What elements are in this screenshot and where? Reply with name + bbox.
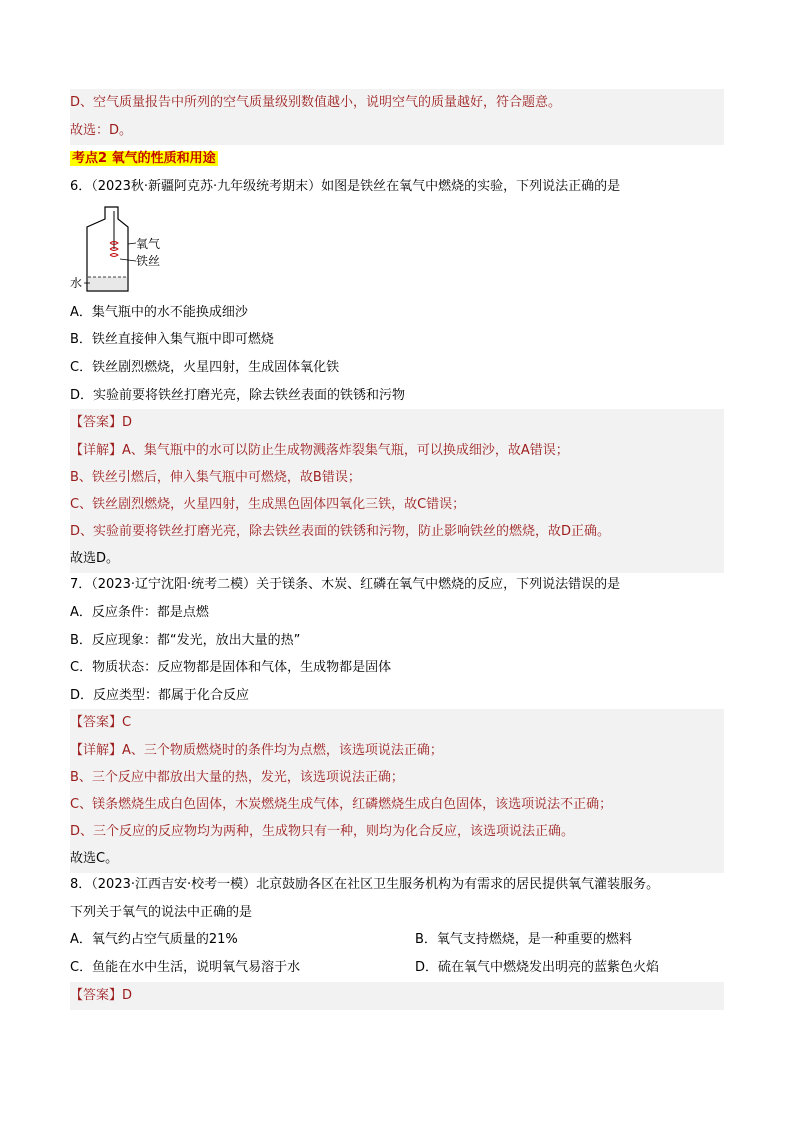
q8-option-d: D．硫在氧气中燃烧发出明亮的蓝紫色火焰	[415, 960, 660, 975]
q8-answer: 【答案】D	[70, 982, 724, 1010]
q6-answer: 【答案】D	[70, 409, 724, 437]
label-water: 水	[70, 276, 83, 290]
q6-detail-d: D、实验前要将铁丝打磨光亮，除去铁丝表面的铁锈和污物，防止影响铁丝的燃烧，故D正确。	[70, 518, 724, 546]
q7-conclusion: 故选C。	[70, 845, 724, 873]
q7-option-c: C．物质状态：反应物都是固体和气体，生成物都是固体	[70, 660, 392, 675]
q6-detail-c: C、铁丝剧烈燃烧，火星四射，生成黑色固体四氧化三铁，故C错误；	[70, 491, 724, 519]
iron-wire-experiment-figure	[70, 203, 180, 295]
oxygen-leader-line	[128, 243, 136, 244]
topic-heading: 考点2 氧气的性质和用途	[72, 151, 216, 166]
q7-detail-d: D、三个反应的反应物均为两种，生成物只有一种，则均为化合反应，该选项说法正确。	[70, 818, 724, 846]
q6-option-c: C．铁丝剧烈燃烧，火星四射，生成固体氧化铁	[70, 360, 340, 375]
q7-stem: 7．（2023·辽宁沈阳·统考二模）关于镁条、木炭、红磷在氧气中燃烧的反应，下列说法错误的是	[70, 577, 621, 592]
q6-conclusion: 故选D。	[70, 545, 724, 573]
q7-answer: 【答案】C	[70, 709, 724, 737]
q6-stem: 6．（2023秋·新疆阿克苏·九年级统考期末）如图是铁丝在氧气中燃烧的实验，下列说法正确的是	[70, 179, 621, 194]
q6-option-a: A．集气瓶中的水不能换成细沙	[70, 305, 248, 320]
q8-stem-line1: 8．（2023·江西吉安·校考一模）北京鼓励各区在社区卫生服务机构为有需求的居民提供氧气灌装服务。	[70, 877, 660, 892]
q6-detail-b: B、铁丝引燃后，伸入集气瓶中可燃烧，故B错误；	[70, 464, 724, 492]
q8-options-row1	[70, 926, 724, 954]
topic-heading-row	[70, 145, 724, 173]
label-iron-wire: 铁丝	[136, 254, 161, 268]
q7-option-d: D．反应类型：都属于化合反应	[70, 688, 250, 703]
q8-option-b: B．氧气支持燃烧，是一种重要的燃料	[415, 932, 632, 947]
q8-option-a: A．氧气约占空气质量的21%	[70, 932, 238, 947]
q7-option-b: B．反应现象：都“发光，放出大量的热”	[70, 633, 301, 648]
q6-option-b: B．铁丝直接伸入集气瓶中即可燃烧	[70, 332, 274, 347]
q6-option-d: D．实验前要将铁丝打磨光亮，除去铁丝表面的铁锈和污物	[70, 388, 406, 403]
q7-option-a: A．反应条件：都是点燃	[70, 605, 209, 620]
q7-detail-b: B、三个反应中都放出大量的热，发光，该选项说法正确；	[70, 764, 724, 792]
water-layer	[88, 277, 127, 290]
prev-detail-d: D、空气质量报告中所列的空气质量级别数值越小，说明空气的质量越好，符合题意。	[70, 89, 724, 117]
q8-stem-line2: 下列关于氧气的说法中正确的是	[70, 905, 253, 920]
q7-detail-c: C、镁条燃烧生成白色固体，木炭燃烧生成气体，红磷燃烧生成白色固体，该选项说法不正确；	[70, 791, 724, 819]
q8-options-row2	[70, 954, 724, 982]
q6-detail-a: 【详解】A、集气瓶中的水可以防止生成物溅落炸裂集气瓶，可以换成细沙，故A错误；	[70, 437, 724, 465]
q8-option-c: C．鱼能在水中生活，说明氧气易溶于水	[70, 960, 301, 975]
prev-conclusion: 故选：D。	[70, 117, 724, 145]
q7-detail-a: 【详解】A、三个物质燃烧时的条件均为点燃，该选项说法正确；	[70, 737, 724, 765]
label-oxygen: 氧气	[136, 237, 161, 251]
